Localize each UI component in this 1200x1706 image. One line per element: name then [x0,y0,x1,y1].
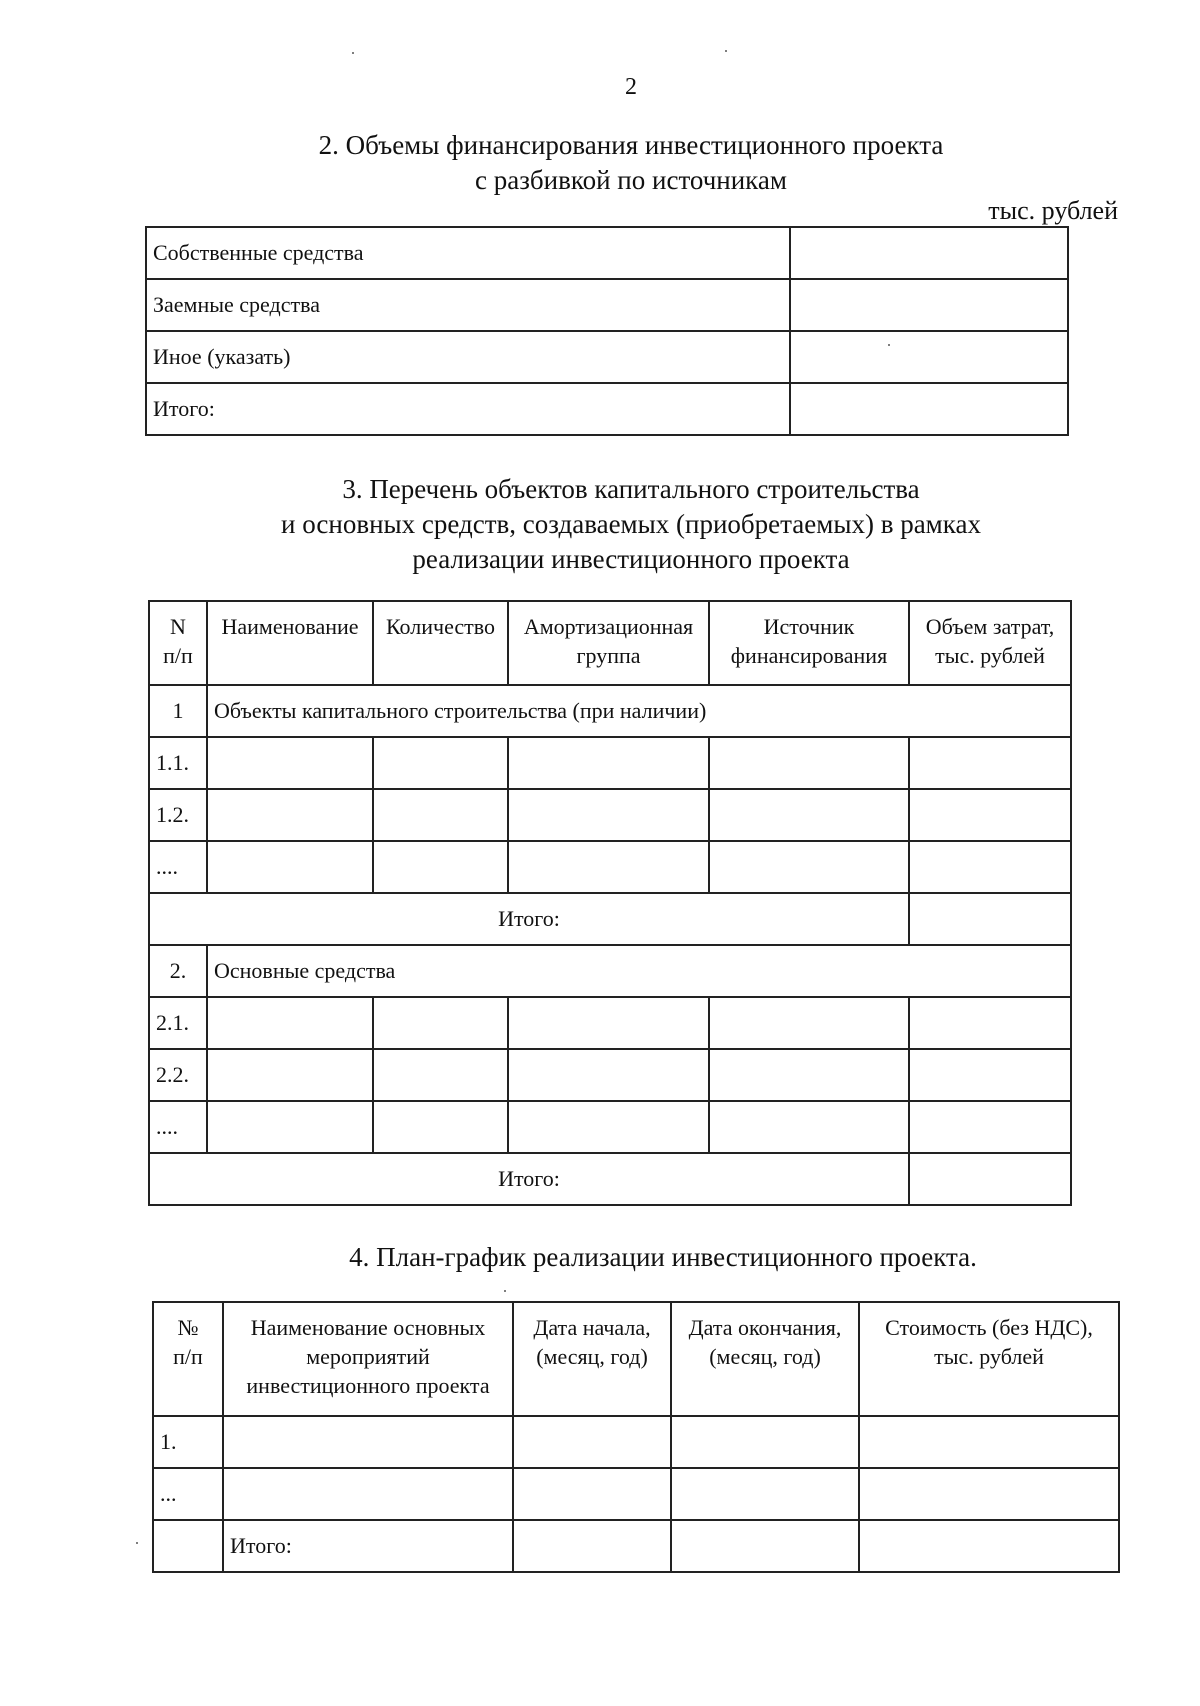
group-number: 2. [149,945,207,997]
table-row [149,789,1071,841]
table-row [149,1101,1071,1153]
group-row [149,945,1071,997]
table-row [146,383,1068,435]
row-number: 1. [153,1416,223,1468]
page-number: 2 [625,74,637,100]
total-label: Итого: [223,1520,513,1572]
row-number: 1.1. [149,737,207,789]
col-header-cost: Стоимость (без НДС), тыс. рублей [859,1302,1119,1416]
table-row [149,841,1071,893]
row-number: 2.2. [149,1049,207,1101]
total-value-cell [909,1153,1071,1205]
total-label: Итого: [149,893,909,945]
capital-objects-table [148,600,1072,1206]
total-row [149,893,1071,945]
value-cell [790,279,1068,331]
col-header-start-date: Дата начала, (месяц, год) [513,1302,671,1416]
group-title-fixed-assets: Основные средства [207,945,1071,997]
table-row [153,1468,1119,1520]
scan-speck [136,1542,138,1544]
row-label-total: Итого: [146,383,790,435]
row-number: .... [149,841,207,893]
section2-title-line1: 2. Объемы финансирования инвестиционного проекта [318,130,944,160]
col-header-cost: Объем затрат, тыс. рублей [909,601,1071,685]
header-row [149,601,1071,685]
table-row [149,1049,1071,1101]
scan-speck [504,1290,506,1292]
section2-title-line2: с разбивкой по источникам [475,165,787,195]
table-row [146,331,1068,383]
row-label-own-funds: Собственные средства [146,227,790,279]
units-label: тыс. рублей [988,196,1118,225]
section4-title: 4. План-график реализации инвестиционного проекта. [349,1242,977,1272]
section3-title-line3: реализации инвестиционного проекта [412,544,850,574]
total-value-cell [909,893,1071,945]
scan-speck [888,344,890,346]
value-cell [790,383,1068,435]
schedule-table [152,1301,1120,1573]
group-title-capital-construction: Объекты капитального строительства (при наличии) [207,685,1071,737]
col-header-name: Наименование [207,601,373,685]
scan-speck [725,50,727,52]
total-row [149,1153,1071,1205]
total-label: Итого: [149,1153,909,1205]
table-row [149,737,1071,789]
row-number: .... [149,1101,207,1153]
row-number: ... [153,1468,223,1520]
row-number: 1.2. [149,789,207,841]
group-number: 1 [149,685,207,737]
section2-title [0,128,1200,198]
section3-title-line1: 3. Перечень объектов капитального строительства [342,474,920,504]
table-row [146,227,1068,279]
col-header-number: № п/п [153,1302,223,1416]
scan-speck [352,52,354,54]
row-label-other: Иное (указать) [146,331,790,383]
col-header-quantity: Количество [373,601,508,685]
table-row [146,279,1068,331]
header-row [153,1302,1119,1416]
value-cell [790,227,1068,279]
row-label-borrowed-funds: Заемные средства [146,279,790,331]
value-cell [790,331,1068,383]
financing-table [145,226,1069,436]
section3-title-line2: и основных средств, создаваемых (приобретаемых) в рамках [281,509,981,539]
section3-title [0,472,1200,577]
col-header-number: N п/п [149,601,207,685]
group-row [149,685,1071,737]
total-row [153,1520,1119,1572]
empty-cell [153,1520,223,1572]
table-row [153,1416,1119,1468]
table-row [149,997,1071,1049]
row-number: 2.1. [149,997,207,1049]
col-header-activity-name: Наименование основных мероприятий инвестиционного проекта [223,1302,513,1416]
col-header-depreciation-group: Амортизационная группа [508,601,709,685]
col-header-end-date: Дата окончания, (месяц, год) [671,1302,859,1416]
col-header-funding-source: Источник финансирования [709,601,909,685]
